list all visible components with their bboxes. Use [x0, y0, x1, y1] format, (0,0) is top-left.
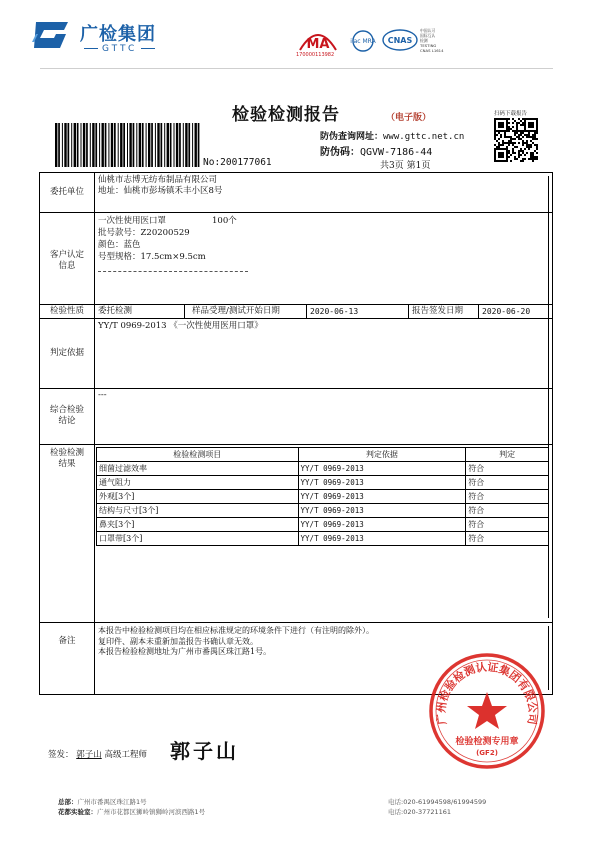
page-count: 共3页 第1页: [380, 161, 431, 171]
sample-batch: 批号款号：Z20200529: [98, 228, 190, 238]
report-number: No:200177061: [203, 157, 272, 168]
sample-spec: 号型规格：17.5cm×9.5cm: [98, 252, 206, 262]
client-name: 仙桃市志博无纺布制品有限公司: [98, 175, 218, 185]
logo-english-name: GTTC: [80, 44, 159, 54]
standard-cell: YY/T 0969-2013: [298, 504, 466, 518]
conclusion-value: ---: [98, 390, 107, 400]
row-divider: [39, 304, 553, 305]
results-label-line: 检验检测: [49, 448, 84, 458]
column-header: 判定: [466, 448, 549, 462]
conclusion-label-line: 综合检验: [49, 405, 84, 415]
edition-label: （电子版）: [386, 113, 432, 123]
standard-cell: YY/T 0969-2013: [298, 462, 466, 476]
signoff-name: 郭子山: [76, 750, 102, 760]
gttc-logo-icon: [28, 18, 72, 58]
verdict-cell: 符合: [466, 518, 549, 532]
footer-lab-label: 花都实验室：: [58, 808, 97, 816]
cnas-caption-line: TESTING: [420, 43, 437, 48]
signoff-title: 高级工程师: [104, 750, 147, 760]
cnas-caption-line: CNAS L1614: [420, 48, 444, 53]
cnas-icon: [382, 28, 418, 52]
verdict-cell: 符合: [466, 462, 549, 476]
cell-divider: [478, 304, 479, 318]
table-row: [97, 462, 549, 476]
footer-hq: [58, 797, 147, 806]
verdict-cell: 符合: [466, 504, 549, 518]
column-header: 检验检测项目: [97, 448, 299, 462]
footer-hq-phone: 电话:020-61994598/61994599: [388, 798, 487, 806]
ma-cert-number: 170000113982: [296, 52, 335, 58]
table-row: [97, 490, 549, 504]
item-cell: 口罩带[3个]: [97, 532, 299, 546]
footer-lab-address: 广州市花都区狮岭镇狮岭河滨西路1号: [97, 808, 206, 816]
conclusion-label-line: 结论: [58, 416, 76, 426]
svg-text:CNAS: CNAS: [387, 36, 413, 45]
cnas-caption: [420, 28, 454, 54]
verdict-cell: 符合: [466, 490, 549, 504]
conclusion-label: [39, 405, 95, 427]
inner-frame-line: [548, 626, 549, 690]
gttc-logo: [28, 18, 188, 62]
logo-chinese-name: 广检集团: [80, 24, 156, 45]
verify-site-link[interactable]: www.gttc.net.cn: [383, 132, 465, 142]
sample-info-label-line: 信息: [58, 261, 76, 271]
report-title: 检验检测报告: [232, 105, 340, 125]
svg-text:(GF2): (GF2): [476, 749, 498, 757]
cnas-caption-line: 中国认可: [420, 28, 436, 33]
svg-text:MA: MA: [306, 37, 330, 52]
verify-code-value: QGVW-7186-44: [360, 147, 433, 158]
inner-frame-line: [548, 176, 549, 618]
sample-info-label-line: 客户认定: [49, 250, 84, 260]
ilac-mra-icon: [346, 30, 380, 52]
signoff-label: 签发：: [48, 750, 74, 760]
table-row: [97, 532, 549, 546]
standard-cell: YY/T 0969-2013: [298, 476, 466, 490]
sample-quantity: 100个: [212, 216, 237, 226]
item-cell: 结构与尺寸[3个]: [97, 504, 299, 518]
verify-code: [320, 143, 432, 158]
standard-cell: YY/T 0969-2013: [298, 532, 466, 546]
qr-caption: 扫码下载报告: [494, 111, 528, 117]
results-label: [39, 448, 95, 470]
row-divider: [39, 444, 553, 445]
issue-date-value: 2020-06-20: [482, 307, 531, 316]
results-label-line: 结果: [58, 459, 76, 469]
verify-site: [320, 129, 464, 142]
basis-value: YY/T 0969-2013 《一次性使用医用口罩》: [98, 321, 263, 331]
item-cell: 鼻夹[3个]: [97, 518, 299, 532]
column-header: 判定依据: [298, 448, 466, 462]
cnas-caption-line: 国际互认: [420, 33, 436, 38]
nature-label: 检验性质: [49, 306, 84, 316]
start-date-label: 样品受理/测试开始日期: [192, 306, 280, 316]
footer-lab-phone: 电话:020-37721161: [388, 808, 452, 816]
row-divider: [39, 212, 553, 213]
client-label: 委托单位: [49, 187, 84, 197]
footer-hq-address: 广州市番禺区珠江路1号: [77, 798, 147, 806]
cell-divider: [184, 304, 185, 318]
start-date-value: 2020-06-13: [310, 307, 359, 316]
item-cell: 通气阻力: [97, 476, 299, 490]
official-seal: [428, 652, 546, 770]
sample-name: 一次性使用医口罩: [98, 216, 167, 226]
signoff-row: [48, 748, 147, 760]
table-row: [97, 504, 549, 518]
certification-marks: [296, 26, 446, 62]
results-table: [96, 447, 549, 546]
table-row: [97, 518, 549, 532]
dashed-separator: [98, 271, 248, 272]
sample-info-label: [39, 250, 95, 272]
row-divider: [39, 622, 553, 623]
remark-line: 本报告检验检测地址为广州市番禺区珠江路1号。: [98, 647, 272, 656]
verify-site-label: 防伪查询网址：: [320, 132, 384, 142]
cell-divider: [408, 304, 409, 318]
remark-line: 复印件、副本未重新加盖报告书确认章无效。: [98, 636, 258, 646]
remarks-text: [98, 626, 374, 658]
item-cell: 外观[3个]: [97, 490, 299, 504]
barcode: [55, 123, 200, 167]
svg-text:ilac MRA: ilac MRA: [350, 38, 376, 45]
remarks-label: 备注: [58, 636, 76, 646]
client-address: 地址：仙桃市彭场镇禾丰小区8号: [98, 186, 223, 196]
remark-line: 本报告中检验检测项目均在相应标准规定的环境条件下进行（有注明的除外）。: [98, 626, 374, 635]
issue-date-label: 报告签发日期: [412, 306, 464, 316]
basis-label: 判定依据: [49, 348, 84, 358]
svg-text:检验检测专用章: 检验检测专用章: [455, 737, 519, 747]
qr-code[interactable]: [494, 118, 538, 162]
cnas-caption-line: 检测: [420, 38, 428, 43]
header-divider: [40, 68, 553, 69]
footer-hq-label: 总部：: [58, 798, 78, 806]
table-row: [97, 476, 549, 490]
standard-cell: YY/T 0969-2013: [298, 490, 466, 504]
ma-cert-icon: [296, 26, 340, 54]
sample-color: 颜色：蓝色: [98, 240, 141, 250]
standard-cell: YY/T 0969-2013: [298, 518, 466, 532]
nature-value: 委托检测: [98, 306, 133, 316]
results-header-row: [97, 448, 549, 462]
row-divider: [39, 318, 553, 319]
svg-text:广州检验检测认证集团有限公司: 广州检验检测认证集团有限公司: [434, 660, 540, 726]
handwritten-signature: 郭子山: [170, 739, 239, 763]
verdict-cell: 符合: [466, 476, 549, 490]
item-cell: 细菌过滤效率: [97, 462, 299, 476]
verdict-cell: 符合: [466, 532, 549, 546]
verify-code-label: 防伪码：: [320, 147, 360, 158]
row-divider: [39, 388, 553, 389]
footer-lab: [58, 807, 205, 816]
cell-divider: [306, 304, 307, 318]
